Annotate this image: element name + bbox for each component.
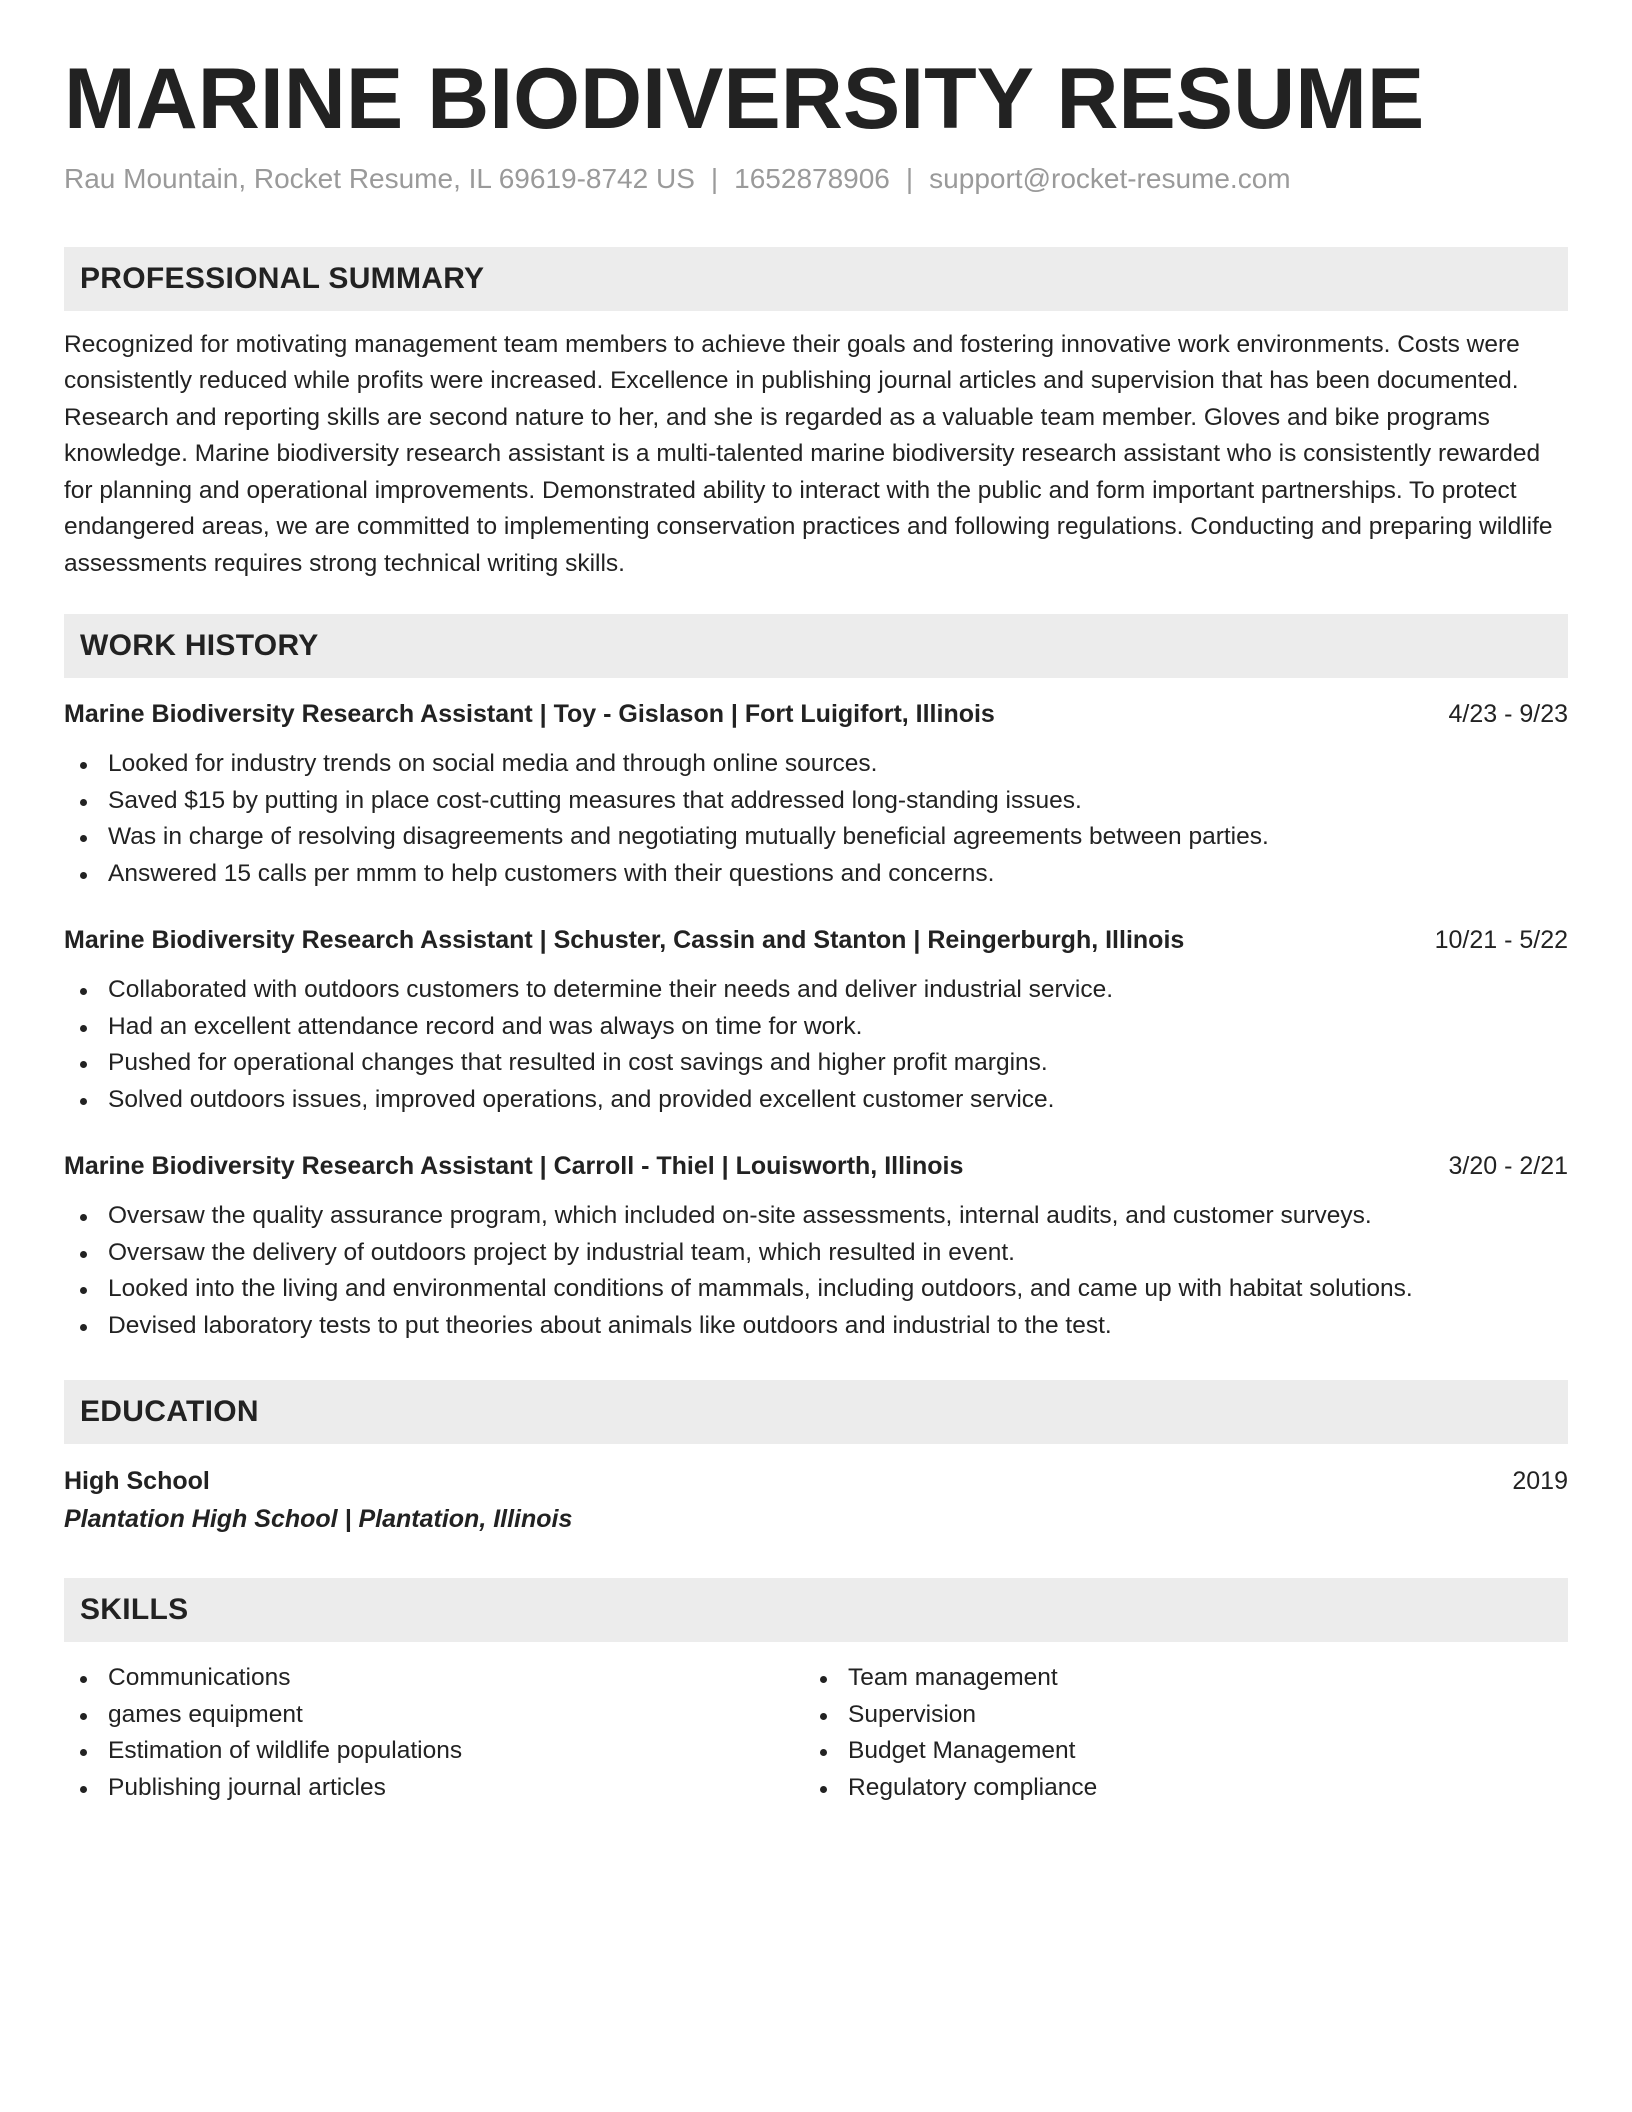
list-item: Supervision [804, 1697, 1544, 1734]
section-header-work-history: WORK HISTORY [64, 614, 1568, 678]
list-item: Oversaw the delivery of outdoors project by industrial team, which resulted in event. [64, 1235, 1568, 1272]
list-item: Collaborated with outdoors customers to determine their needs and deliver industrial service. [64, 972, 1568, 1009]
job-bullets [64, 1198, 1568, 1344]
section-header-education: EDUCATION [64, 1380, 1568, 1444]
skills-column-left [64, 1660, 804, 1806]
education-school: Plantation High School | Plantation, Illinois [64, 1505, 573, 1534]
list-item: Oversaw the quality assurance program, which included on-site assessments, internal audits, and customer surveys. [64, 1198, 1568, 1235]
list-item: Looked into the living and environmental conditions of mammals, including outdoors, and came up with habitat solutions. [64, 1271, 1568, 1308]
job-bullets [64, 972, 1568, 1118]
education-header [64, 1462, 1568, 1500]
contact-line [64, 163, 1568, 195]
education-degree: High School [64, 1467, 210, 1496]
list-item: Pushed for operational changes that resulted in cost savings and higher profit margins. [64, 1045, 1568, 1082]
job-entry [64, 696, 1568, 892]
job-entry [64, 1148, 1568, 1344]
contact-email: support@rocket-resume.com [929, 162, 1291, 194]
list-item: Communications [64, 1660, 804, 1697]
list-item: Was in charge of resolving disagreements and negotiating mutually beneficial agreements between parties. [64, 819, 1568, 856]
job-header [64, 696, 1568, 732]
job-title: Marine Biodiversity Research Assistant | Toy - Gislason | Fort Luigifort, Illinois [64, 700, 995, 729]
contact-separator: | [905, 162, 914, 194]
job-dates: 3/20 - 2/21 [1448, 1152, 1568, 1181]
job-dates: 4/23 - 9/23 [1448, 700, 1568, 729]
list-item: Team management [804, 1660, 1544, 1697]
job-header [64, 1148, 1568, 1184]
list-item: Looked for industry trends on social media and through online sources. [64, 746, 1568, 783]
list-item: Regulatory compliance [804, 1770, 1544, 1807]
section-header-skills: SKILLS [64, 1578, 1568, 1642]
list-item: Devised laboratory tests to put theories about animals like outdoors and industrial to the test. [64, 1308, 1568, 1345]
list-item: Publishing journal articles [64, 1770, 804, 1807]
job-dates: 10/21 - 5/22 [1434, 926, 1568, 955]
list-item: Answered 15 calls per mmm to help customers with their questions and concerns. [64, 856, 1568, 893]
skills-list [64, 1660, 1568, 1806]
list-item: Had an excellent attendance record and was always on time for work. [64, 1009, 1568, 1046]
summary-text: Recognized for motivating management team members to achieve their goals and fostering innovative work environments. Costs were consistently reduced while profits were increased. Excellence in publishing journal articles and supervision that has been documented. Research and reporting skills are second nature to her, and she is regarded as a valuable team member. Gloves and bike programs knowledge. Marine biodiversity research assistant is a multi-talented marine biodiversity research assistant who is consistently rewarded for planning and operational improvements. Demonstrated ability to interact with the public and form important partnerships. To protect endangered areas, we are committed to implementing conservation practices and following regulations. Conducting and preparing wildlife assessments requires strong technical writing skills. [64, 330, 1553, 577]
list-item: games equipment [64, 1697, 804, 1734]
job-entry [64, 922, 1568, 1118]
contact-separator: | [710, 162, 719, 194]
list-item: Solved outdoors issues, improved operations, and provided excellent customer service. [64, 1082, 1568, 1119]
contact-phone: 1652878906 [734, 162, 890, 194]
list-item: Estimation of wildlife populations [64, 1733, 804, 1770]
list-item: Budget Management [804, 1733, 1544, 1770]
contact-address: Rau Mountain, Rocket Resume, IL 69619-8742 US [64, 162, 695, 194]
job-header [64, 922, 1568, 958]
section-header-summary: PROFESSIONAL SUMMARY [64, 247, 1568, 311]
list-item: Saved $15 by putting in place cost-cutting measures that addressed long-standing issues. [64, 783, 1568, 820]
education-year: 2019 [1512, 1467, 1568, 1496]
skills-column-right [804, 1660, 1544, 1806]
resume-title: MARINE BIODIVERSITY RESUME [64, 51, 1425, 147]
job-bullets [64, 746, 1568, 892]
job-title: Marine Biodiversity Research Assistant | Schuster, Cassin and Stanton | Reingerburgh, Illinois [64, 926, 1185, 955]
education-entry [64, 1462, 1568, 1538]
job-title: Marine Biodiversity Research Assistant | Carroll - Thiel | Louisworth, Illinois [64, 1152, 964, 1181]
